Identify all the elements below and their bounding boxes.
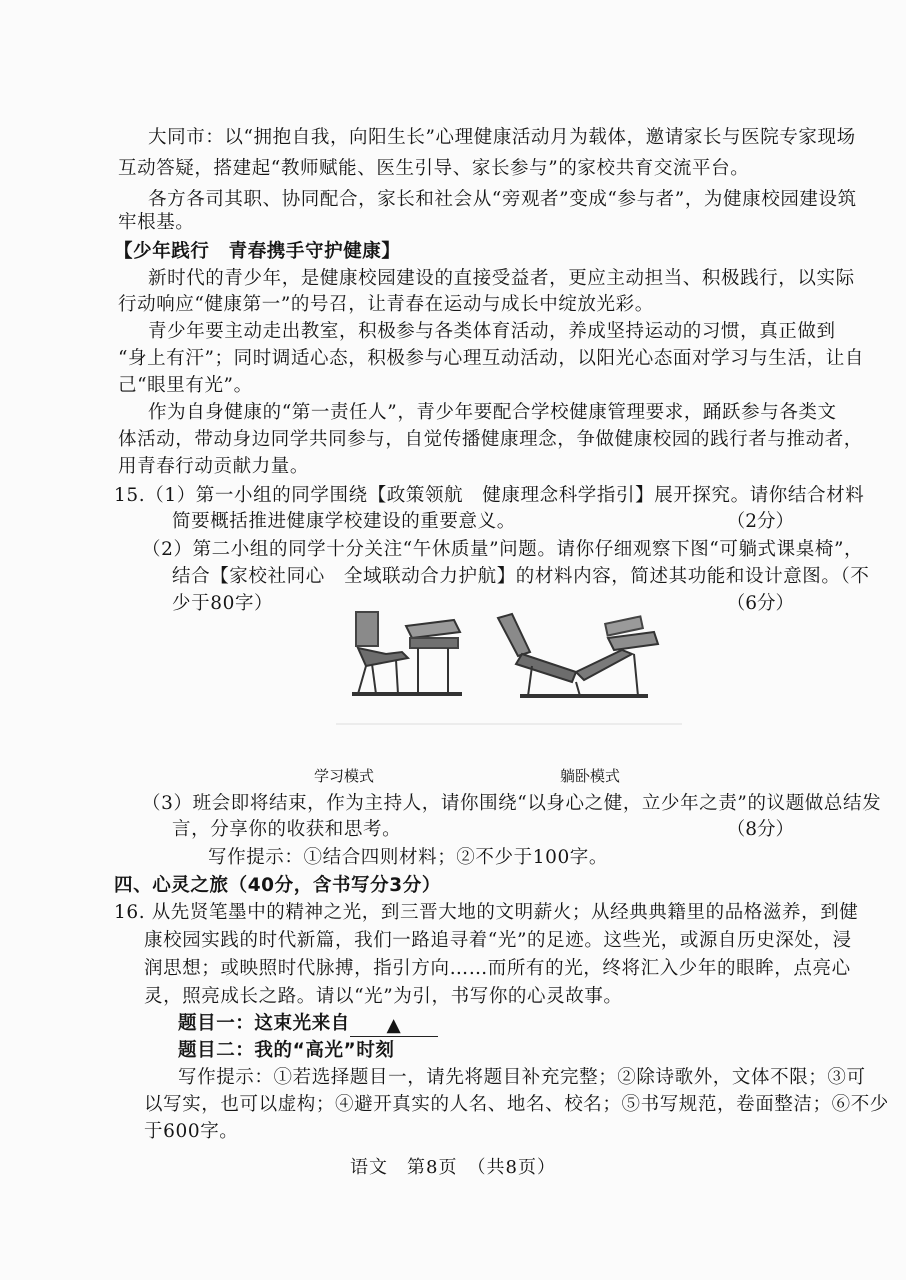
points-q15-2: （6分） [726,593,794,614]
caption-recline-mode: 躺卧模式 [560,767,621,785]
text-line: 青少年要主动走出教室，积极参与各类体育活动，养成坚持运动的习惯，真正做到 [148,321,836,342]
text-line: 大同市：以“拥抱自我，向阳生长”心理健康活动月为载体，邀请家长与医院专家现场 [148,127,856,148]
question-16-cont: 灵，照亮成长之路。请以“光”为引，书写你的心灵故事。 [144,986,623,1007]
question-16: 16. 从先贤笔墨中的精神之光，到三晋大地的文明薪火；从经典典籍里的品格滋养，到健 [114,902,859,923]
desk-chair-figure [336,598,682,726]
writing-hint-15: 写作提示：①结合四则材料；②不少于100字。 [208,847,609,868]
text-line: 己“眼里有光”。 [118,375,253,396]
question-16-cont: 康校园实践的时代新篇，我们一路追寻着“光”的足迹。这些光，或源自历史深处，浸 [144,930,852,951]
question-15-2: （2）第二小组的同学十分关注“午休质量”问题。请你仔细观察下图“可躺式课桌椅”， [142,539,864,560]
topic-two [178,1039,395,1063]
question-15-2-cont: 结合【家校社同心 全域联动合力护航】的材料内容，简述其功能和设计意图。（不 [172,566,870,587]
blank-triangle-mark: ▲ [386,1015,402,1036]
page-footer: 语文 第8页 （共8页） [350,1157,556,1178]
text-line: 牢根基。 [118,212,195,233]
caption-study-mode: 学习模式 [314,767,375,785]
section-heading: 【少年践行 青春携手守护健康】 [114,241,401,262]
points-q15-1: （2分） [726,511,794,532]
question-15-3: （3）班会即将结束，作为主持人，请你围绕“以身心之健，立少年之责”的议题做总结发 [142,793,882,814]
question-16-cont: 润思想；或映照时代脉搏，指引方向……而所有的光，终将汇入少年的眼眸，点亮心 [144,958,851,979]
text-line: 新时代的青少年，是健康校园建设的直接受益者，更应主动担当、积极践行，以实际 [148,268,855,289]
writing-hint-16: 写作提示：①若选择题目一，请先将题目补充完整；②除诗歌外，文体不限；③可 [178,1067,866,1088]
text-line: 作为自身健康的“第一责任人”，青少年要配合学校健康管理要求，踊跃参与各类文 [148,402,837,423]
topic-one [178,1012,438,1037]
topic-one-text: 题目一：这束光来自 [178,1013,350,1034]
text-line: 用青春行动贡献力量。 [118,456,310,477]
topic-blank [350,1014,438,1037]
section-four-heading: 四、心灵之旅（40分，含书写分3分） [114,875,441,896]
writing-hint-16-cont: 以写实，也可以虚构；④避开真实的人名、地名、校名；⑤书写规范，卷面整洁；⑥不少 [144,1094,889,1115]
text-line: 行动响应“健康第一”的号召，让青春在运动与成长中绽放光彩。 [118,294,654,315]
points-q15-3: （8分） [726,819,794,840]
topic-two-text: 题目二：我的“高光”时刻 [178,1040,395,1061]
question-15-3-cont: 言，分享你的收获和思考。 [172,819,402,840]
text-line: “身上有汗”；同时调适心态，积极参与心理互动活动，以阳光心态面对学习与生活，让自 [118,348,864,369]
text-line: 各方各司其职、协同配合，家长和社会从“旁观者”变成“参与者”，为健康校园建设筑 [148,189,857,210]
question-15-1-cont: 简要概括推进健康学校建设的重要意义。 [172,511,516,532]
text-line: 互动答疑，搭建起“教师赋能、医生引导、家长参与”的家校共育交流平台。 [118,158,750,179]
desk-chair-sketch [336,598,682,726]
question-15-2-cont: 少于80字） [172,593,274,614]
writing-hint-16-cont: 于600字。 [144,1121,239,1142]
text-line: 体活动，带动身边同学共同参与，自觉传播健康理念，争做健康校园的践行者与推动者， [118,429,863,450]
question-15-1: 15.（1）第一小组的同学围绕【政策领航 健康理念科学指引】展开探究。请你结合材料 [114,485,865,506]
